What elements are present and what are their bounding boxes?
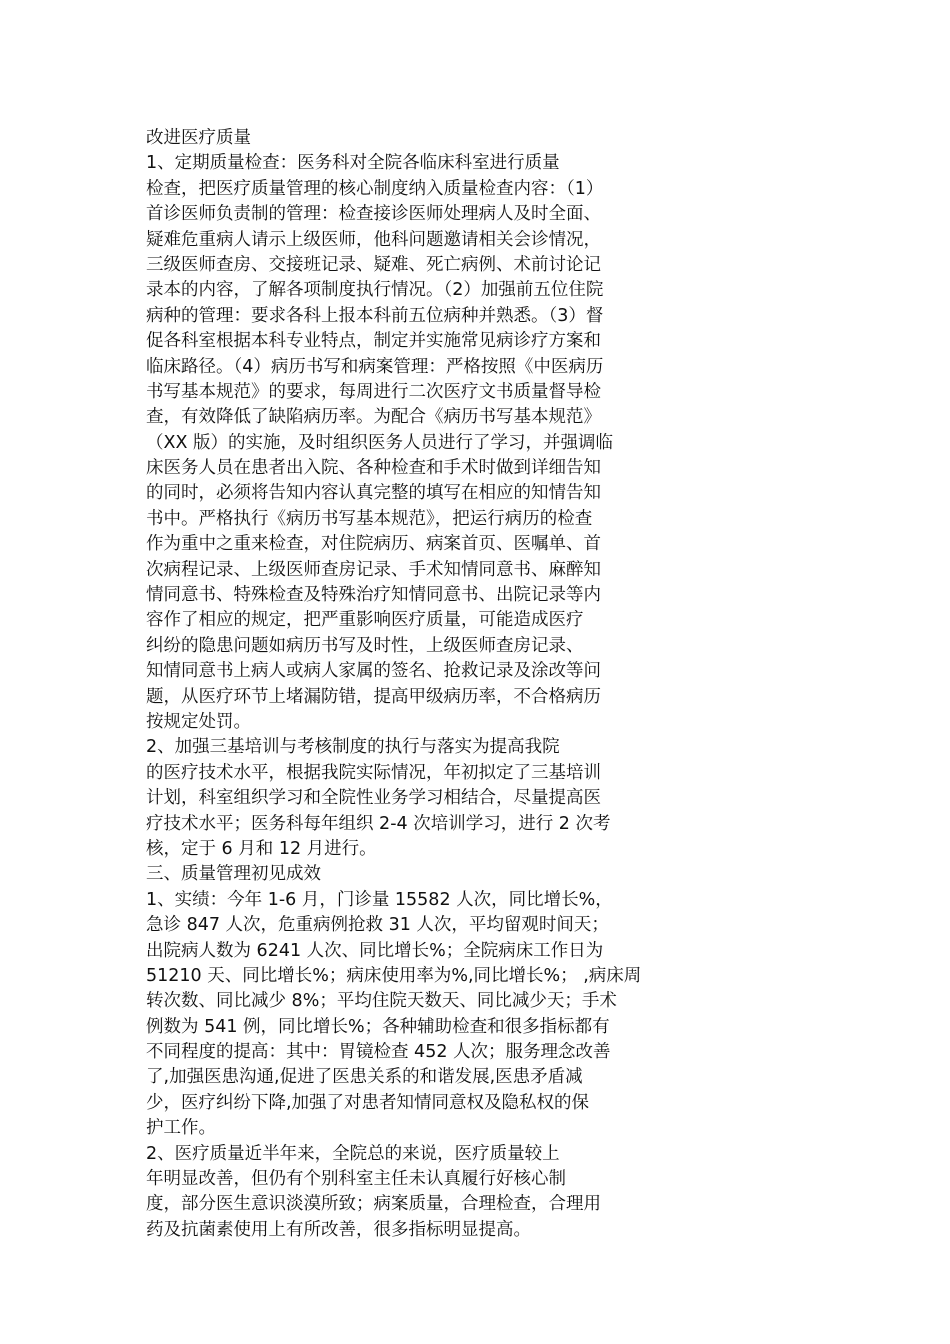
paragraph-line: 的医疗技术水平，根据我院实际情况，年初拟定了三基培训 (146, 762, 601, 783)
paragraph-line: 情同意书、特殊检查及特殊治疗知情同意书、出院记录等内 (146, 585, 601, 606)
paragraph-line: 急诊 847 人次，危重病例抢救 31 人次，平均留观时间天； (146, 915, 609, 936)
section-heading: 三、质量管理初见成效 (146, 864, 321, 885)
paragraph-line: 次病程记录、上级医师查房记录、手术知情同意书、麻醉知 (146, 559, 601, 580)
document-heading: 改进医疗质量 (146, 128, 251, 148)
paragraph-line: 题，从医疗环节上堵漏防错，提高甲级病历率，不合格病历 (146, 686, 601, 707)
paragraph-line: 少，医疗纠纷下降,加强了对患者知情同意权及隐私权的保 (146, 1092, 590, 1113)
paragraph-line: 不同程度的提高：其中：胃镜检查 452 人次；服务理念改善 (146, 1042, 611, 1063)
paragraph-line: 1、定期质量检查：医务科对全院各临床科室进行质量 (146, 153, 560, 174)
paragraph-line: 护工作。 (146, 1118, 216, 1139)
paragraph-line: 2、医疗质量近半年来，全院总的来说，医疗质量较上 (146, 1143, 560, 1164)
paragraph-line: 了,加强医患沟通,促进了医患关系的和谐发展,医患矛盾减 (146, 1067, 583, 1088)
paragraph-line: 纠纷的隐患问题如病历书写及时性，上级医师查房记录、 (146, 635, 584, 656)
paragraph-line: 三级医师查房、交接班记录、疑难、死亡病例、术前讨论记 (146, 254, 601, 275)
paragraph-line: 作为重中之重来检查，对住院病历、病案首页、医嘱单、首 (146, 534, 601, 555)
paragraph-line: 首诊医师负责制的管理：检查接诊医师处理病人及时全面、 (146, 204, 601, 225)
paragraph-line: 书中。严格执行《病历书写基本规范》，把运行病历的检查 (146, 508, 593, 529)
paragraph-line: 1、实绩：今年 1-6 月，门诊量 15582 人次，同比增长%， (146, 889, 613, 910)
paragraph-line: 2、加强三基培训与考核制度的执行与落实为提高我院 (146, 737, 560, 758)
paragraph-line: 按规定处罚。 (146, 711, 251, 732)
paragraph-line: 计划，科室组织学习和全院性业务学习相结合，尽量提高医 (146, 788, 601, 809)
paragraph-line: 病种的管理：要求各科上报本科前五位病种并熟悉。（3）督 (146, 305, 604, 326)
paragraph-line: 药及抗菌素使用上有所改善，很多指标明显提高。 (146, 1219, 531, 1240)
document-body (146, 126, 666, 1243)
paragraph-line: 疑难危重病人请示上级医师，他科问题邀请相关会诊情况， (146, 229, 601, 250)
paragraph-line: 查，有效降低了缺陷病历率。为配合《病历书写基本规范》 (146, 407, 601, 428)
paragraph-line: 临床路径。（4）病历书写和病案管理：严格按照《中医病历 (146, 356, 604, 377)
paragraph-line: 核，定于 6 月和 12 月进行。 (146, 838, 377, 859)
paragraph-line: 容作了相应的规定，把严重影响医疗质量，可能造成医疗 (146, 610, 584, 631)
paragraph-line: （XX 版）的实施，及时组织医务人员进行了学习，并强调临 (146, 432, 614, 453)
paragraph-line: 年明显改善，但仍有个别科室主任未认真履行好核心制 (146, 1169, 566, 1190)
paragraph-line: 出院病人数为 6241 人次、同比增长%；全院病床工作日为 (146, 940, 604, 961)
paragraph-line: 例数为 541 例，同比增长%；各种辅助检查和很多指标都有 (146, 1016, 610, 1037)
paragraph-line: 51210 天、同比增长%；病床使用率为%,同比增长%； ,病床周 (146, 965, 642, 986)
paragraph-line: 书写基本规范》的要求，每周进行二次医疗文书质量督导检 (146, 381, 601, 402)
paragraph-line: 床医务人员在患者出入院、各种检查和手术时做到详细告知 (146, 458, 601, 479)
paragraph-line: 录本的内容，了解各项制度执行情况。（2）加强前五位住院 (146, 280, 604, 301)
paragraph-line: 促各科室根据本科专业特点，制定并实施常见病诊疗方案和 (146, 331, 601, 352)
paragraph-line: 知情同意书上病人或病人家属的签名、抢救记录及涂改等问 (146, 661, 601, 682)
paragraph-line: 检查，把医疗质量管理的核心制度纳入质量检查内容：（1） (146, 178, 604, 199)
paragraph-line: 转次数、同比减少 8%；平均住院天数天、同比减少天；手术 (146, 991, 617, 1012)
paragraph-line: 度，部分医生意识淡漠所致；病案质量，合理检查，合理用 (146, 1194, 601, 1215)
paragraph-line: 疗技术水平；医务科每年组织 2-4 次培训学习，进行 2 次考 (146, 813, 611, 834)
paragraph-line: 的同时，必须将告知内容认真完整的填写在相应的知情告知 (146, 483, 601, 504)
